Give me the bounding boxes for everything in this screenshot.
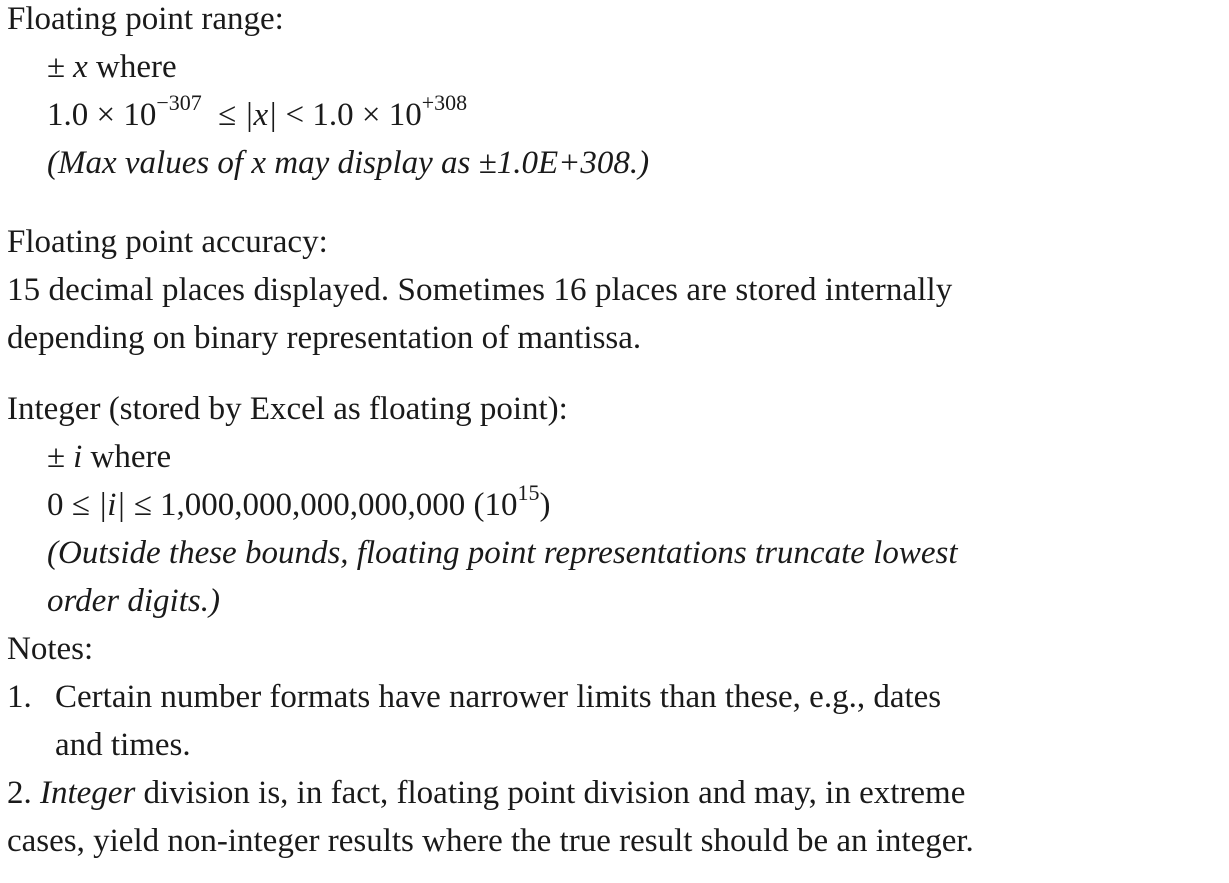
note-item-2	[7, 769, 1222, 817]
note-item-1	[7, 673, 1222, 721]
integer-bound-close: )	[539, 487, 551, 523]
integer-variable-line	[7, 433, 1222, 481]
lower-bound-mantissa: 1.0 × 10	[47, 97, 157, 133]
note-item-2-number: 2.	[7, 775, 32, 811]
lt-symbol: <	[285, 97, 305, 133]
accuracy-line-2: depending on binary representation of mantissa.	[7, 320, 642, 356]
integer-note-line-2: order digits.)	[47, 583, 220, 619]
abs-i: |i|	[98, 487, 126, 523]
plus-minus-sign: ±	[47, 439, 66, 475]
note-item-2-continuation: cases, yield non-integer results where the true result should be an integer.	[7, 823, 974, 859]
where-word: where	[96, 49, 177, 85]
integer-bounds	[7, 481, 1222, 529]
integer-note-line-1: (Outside these bounds, floating point representations truncate lowest	[47, 535, 958, 571]
range-heading: Floating point range:	[7, 1, 284, 37]
range-variable-line	[7, 43, 1222, 91]
notes-heading: Notes:	[7, 631, 94, 667]
accuracy-line-1: 15 decimal places displayed. Sometimes 16 places are stored internally	[7, 272, 953, 308]
note-item-1-text: Certain number formats have narrower limits than these, e.g., dates	[55, 679, 942, 715]
variable-x: x	[73, 49, 88, 85]
integer-bound-prefix: 0 ≤	[47, 487, 99, 523]
note-item-1-continuation: and times.	[55, 727, 191, 763]
note-item-2-text: division is, in fact, floating point division and may, in extreme	[135, 775, 966, 811]
note-item-1-number: 1.	[7, 679, 32, 715]
abs-x: |x|	[244, 97, 278, 133]
document-page	[7, 0, 1222, 865]
range-inequality	[7, 91, 1222, 139]
accuracy-heading: Floating point accuracy:	[7, 224, 328, 260]
integer-bound-suffix: ≤ 1,000,000,000,000,000 (10	[125, 487, 518, 523]
upper-bound-mantissa: 1.0 × 10	[312, 97, 422, 133]
integer-bound-exponent: 15	[517, 480, 540, 505]
range-note: (Max values of x may display as ±1.0E+308.)	[47, 145, 650, 181]
integer-heading: Integer (stored by Excel as floating point):	[7, 391, 568, 427]
leq-symbol: ≤	[218, 97, 237, 133]
lower-bound-exponent: −307	[156, 90, 202, 115]
where-word: where	[90, 439, 172, 475]
variable-i: i	[73, 439, 83, 475]
plus-minus-sign: ±	[47, 49, 66, 85]
upper-bound-exponent: +308	[421, 90, 468, 115]
note-item-2-italic-word: Integer	[40, 775, 136, 811]
